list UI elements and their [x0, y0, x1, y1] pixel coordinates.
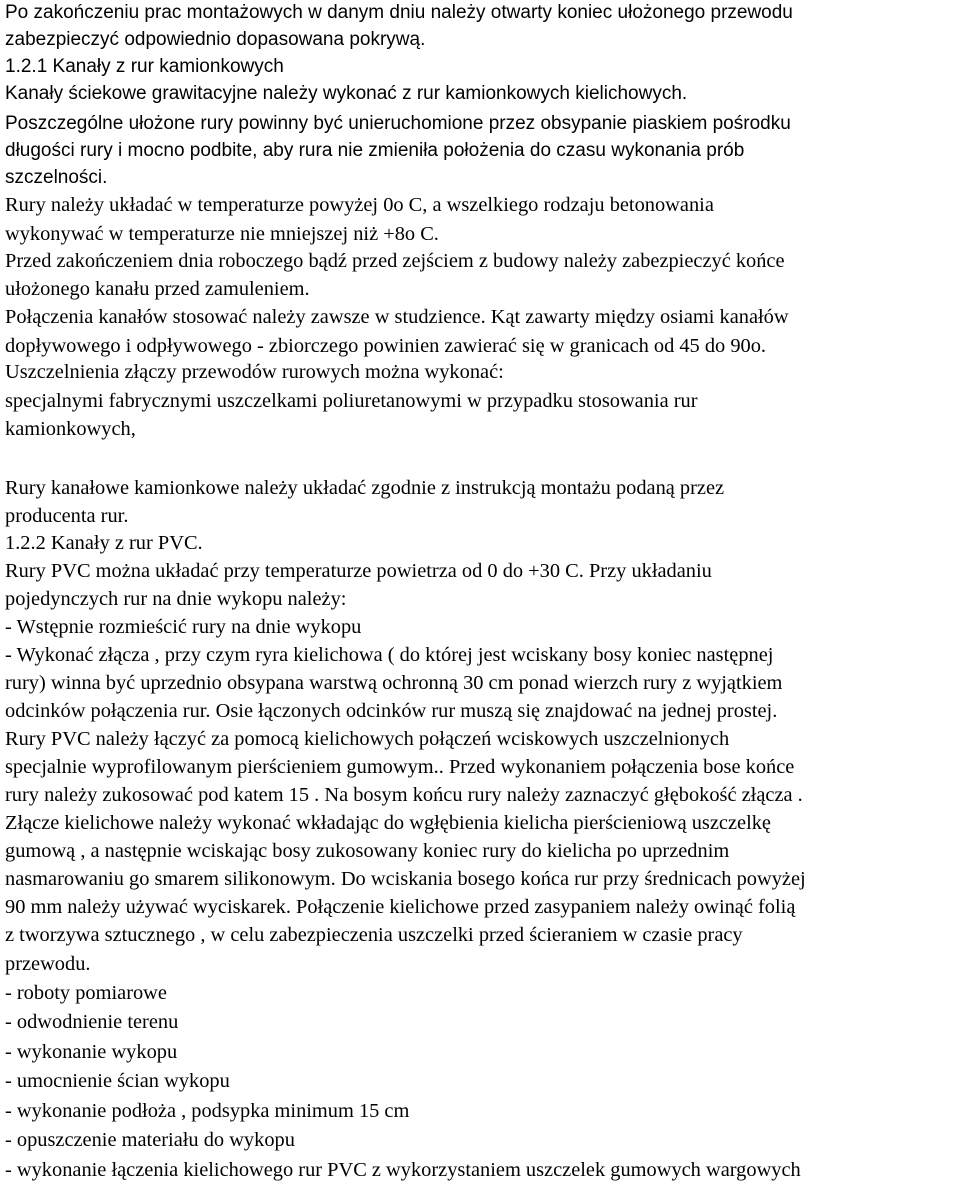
text-line: producenta rur. [5, 505, 129, 527]
text-line: Rury należy układać w temperaturze powyżej 0o C, a wszelkiego rodzaju betonowania [5, 194, 714, 216]
text-line: specjalnie wyprofilowanym pierścieniem gumowym.. Przed wykonaniem połączenia bose końce [5, 756, 795, 778]
list-item: - odwodnienie terenu [5, 1011, 179, 1033]
text-line: Rury PVC należy łączyć za pomocą kielichowych połączeń wciskowych uszczelnionych [5, 728, 730, 750]
text-line: Przed zakończeniem dnia roboczego bądź przed zejściem z budowy należy zabezpieczyć końce [5, 250, 785, 272]
text-line: rury należy zukosować pod katem 15 . Na bosym końcu rury należy zaznaczyć głębokość złącza . [5, 784, 803, 806]
text-line: wykonywać w temperaturze nie mniejszej niż +8o C. [5, 223, 439, 245]
text-line: Połączenia kanałów stosować należy zawsze w studzience. Kąt zawarty między osiami kanałów [5, 306, 789, 328]
text-line: długości rury i mocno podbite, aby rura nie zmieniła położenia do czasu wykonania prób [5, 140, 745, 161]
text-line: Poszczególne ułożone rury powinny być unieruchomione przez obsypanie piaskiem pośrodku [5, 113, 791, 134]
section-heading: 1.2.2 Kanały z rur PVC. [5, 532, 203, 554]
text-line: rury) winna być uprzednio obsypana warstwą ochronną 30 cm ponad wierzch rury z wyjątkiem [5, 672, 783, 694]
text-line: gumową , a następnie wciskając bosy zukosowany koniec rury do kielicha po uprzednim [5, 840, 730, 862]
text-line: Kanały ściekowe grawitacyjne należy wykonać z rur kamionkowych kielichowych. [5, 83, 688, 104]
text-line: szczelności. [5, 167, 108, 188]
text-line: specjalnymi fabrycznymi uszczelkami poliuretanowymi w przypadku stosowania rur [5, 390, 698, 412]
text-line: Rury PVC można układać przy temperaturze powietrza od 0 do +30 C. Przy układaniu [5, 560, 712, 582]
list-item: - Wstępnie rozmieścić rury na dnie wykopu [5, 616, 362, 638]
text-line: nasmarowaniu go smarem silikonowym. Do wciskania bosego końca rur przy średnicach powyżej [5, 868, 806, 890]
text-line: odcinków połączenia rur. Osie łączonych odcinków rur muszą się znajdować na jednej prostej. [5, 700, 778, 722]
text-line: Rury kanałowe kamionkowe należy układać zgodnie z instrukcją montażu podaną przez [5, 477, 725, 499]
list-item: - wykonanie łączenia kielichowego rur PVC z wykorzystaniem uszczelek gumowych wargowych [5, 1159, 801, 1181]
section-heading: 1.2.1 Kanały z rur kamionkowych [5, 56, 284, 77]
list-item: - wykonanie podłoża , podsypka minimum 15 cm [5, 1100, 410, 1122]
list-item: - umocnienie ścian wykopu [5, 1070, 230, 1092]
text-line: przewodu. [5, 953, 91, 975]
text-line: ułożonego kanału przed zamuleniem. [5, 278, 310, 300]
text-line: z tworzywa sztucznego , w celu zabezpieczenia uszczelki przed ścieraniem w czasie pracy [5, 924, 743, 946]
text-line: Uszczelnienia złączy przewodów rurowych można wykonać: [5, 361, 504, 383]
text-line: Złącze kielichowe należy wykonać wkładając do wgłębienia kielicha pierścieniową uszczelkę [5, 812, 771, 834]
text-line: dopływowego i odpływowego - zbiorczego powinien zawierać się w granicach od 45 do 90o. [5, 335, 767, 357]
text-line: kamionkowych, [5, 418, 136, 440]
list-item: - roboty pomiarowe [5, 982, 167, 1004]
text-line: 90 mm należy używać wyciskarek. Połączenie kielichowe przed zasypaniem należy owinąć folią [5, 896, 796, 918]
list-item: - wykonanie wykopu [5, 1041, 178, 1063]
text-line: Po zakończeniu prac montażowych w danym dniu należy otwarty koniec ułożonego przewodu [5, 2, 793, 23]
list-item: - Wykonać złącza , przy czym ryra kielichowa ( do której jest wciskany bosy koniec następnej [5, 644, 774, 666]
list-item: - opuszczenie materiału do wykopu [5, 1129, 295, 1151]
text-line: pojedynczych rur na dnie wykopu należy: [5, 588, 347, 610]
text-line: zabezpieczyć odpowiednio dopasowana pokrywą. [5, 29, 426, 50]
